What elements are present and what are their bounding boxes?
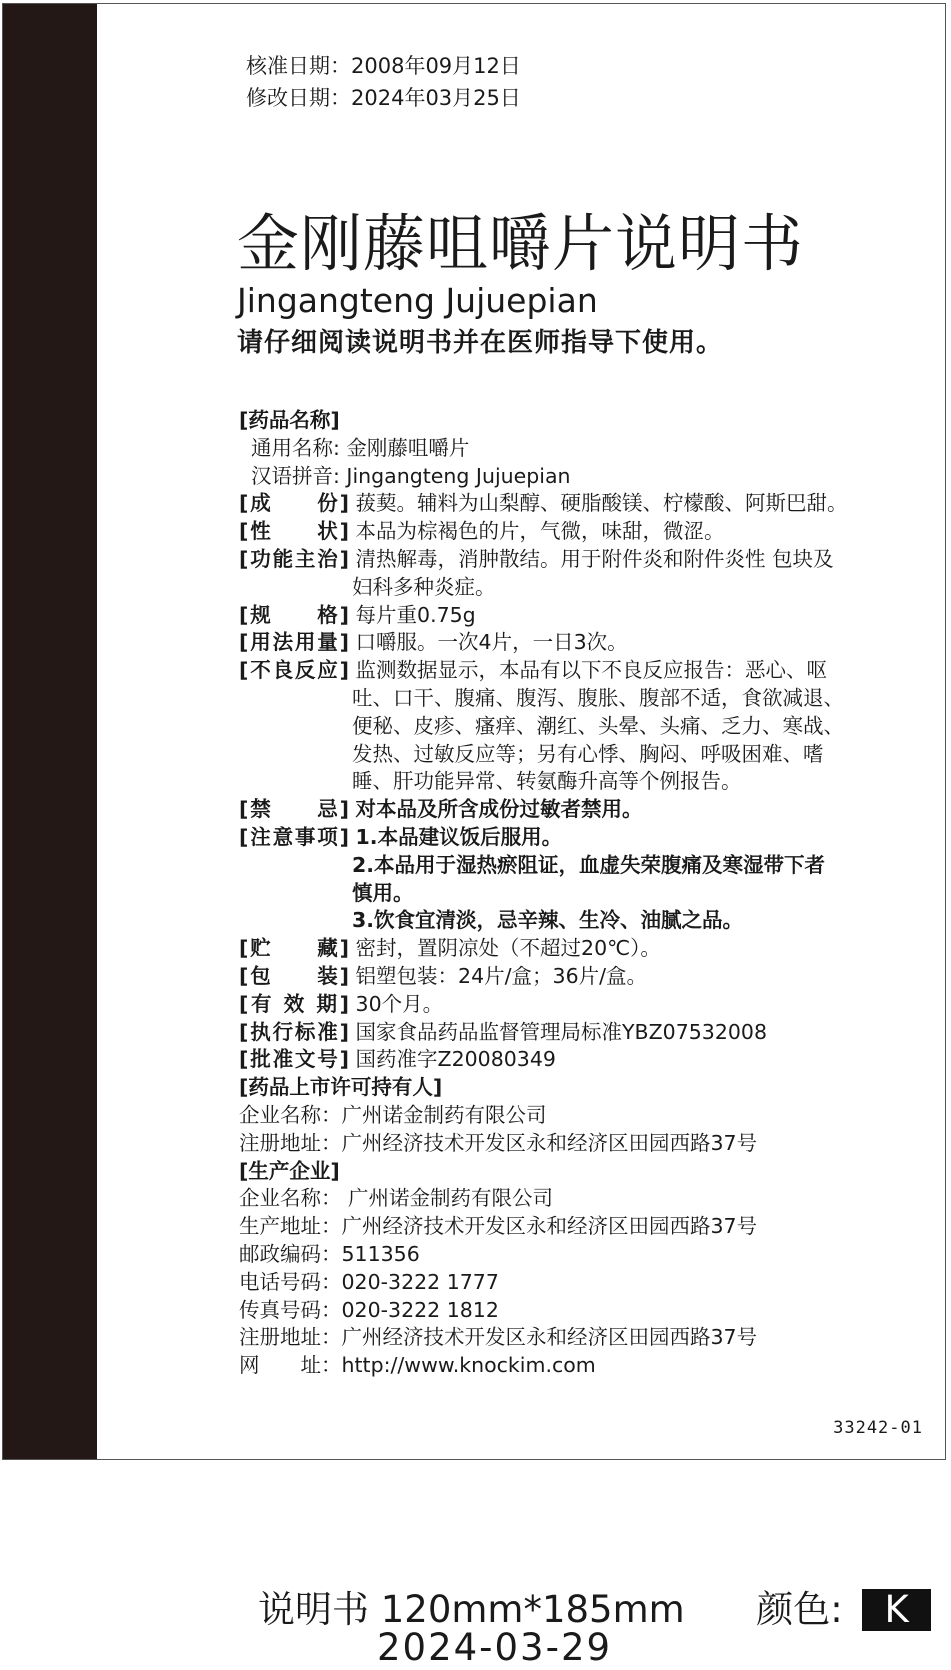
- section-label: [有 效 期]: [239, 991, 349, 1016]
- section-text: 30个月。: [355, 991, 444, 1016]
- section-label: [用法用量]: [239, 630, 349, 655]
- section-label: [不良反应]: [239, 658, 349, 683]
- section-holder: [239, 1074, 879, 1102]
- section-text-continued: 慎用。: [352, 880, 414, 905]
- section-spec: [239, 602, 879, 630]
- section-text: 监测数据显示，本品有以下不良反应报告：恶心、呕: [355, 658, 828, 683]
- manufacturer-website: 网 址：http://www.knockim.com: [239, 1353, 596, 1378]
- section-label: [包 装]: [239, 963, 349, 988]
- holder-company: 企业名称：广州诺金制药有限公司: [239, 1102, 547, 1127]
- print-code: 33242-01: [833, 1418, 923, 1438]
- manufacturer-reg-address: 注册地址：广州经济技术开发区永和经济区田园西路37号: [239, 1325, 758, 1350]
- section-text-continued: 睡、肝功能异常、转氨酶升高等个例报告。: [352, 769, 742, 794]
- section-text-continued: 吐、口干、腹痛、腹泻、腹胀、腹部不适，食欲减退、: [352, 685, 844, 710]
- section-precautions: [239, 824, 879, 852]
- section-label: [贮 藏]: [239, 936, 349, 961]
- section-text-continued: 3.饮食宜清淡，忌辛辣、生冷、油腻之品。: [352, 908, 744, 933]
- section-text: 国药准字Z20080349: [355, 1047, 556, 1072]
- section-manufacturer: [239, 1158, 879, 1186]
- section-label: [注意事项]: [239, 824, 349, 849]
- section-text: 对本品及所含成份过敏者禁用。: [355, 797, 643, 822]
- section-ingredients: [239, 490, 879, 518]
- section-label: [批准文号]: [239, 1047, 349, 1072]
- section-label: [性 状]: [239, 519, 349, 544]
- leaflet-sheet: [2, 3, 946, 1460]
- manufacturer-phone: 电话号码：020-3222 1777: [239, 1269, 499, 1294]
- section-text-continued: 发热、过敏反应等；另有心悸、胸闷、呼吸困难、嗜: [352, 741, 824, 766]
- section-label: [成 份]: [239, 491, 349, 516]
- section-label: [药品上市许可持有人]: [239, 1075, 443, 1100]
- section-storage: [239, 935, 879, 963]
- section-standard: [239, 1019, 879, 1047]
- footer-color-value: K: [862, 1589, 930, 1631]
- section-name: [239, 407, 879, 435]
- manufacturer-fax: 传真号码：020-3222 1812: [239, 1297, 499, 1322]
- section-text: 口嚼服。一次4片，一日3次。: [355, 630, 628, 655]
- usage-advice: 请仔细阅读说明书并在医师指导下使用。: [237, 328, 724, 358]
- footer-color-label: 颜色:: [756, 1588, 843, 1631]
- section-text: 菝葜。辅料为山梨醇、硬脂酸镁、柠檬酸、阿斯巴甜。: [355, 491, 848, 516]
- section-text-continued: 妇科多种炎症。: [352, 574, 496, 599]
- section-adverse: [239, 657, 879, 685]
- document-title: 金刚藤咀嚼片说明书: [237, 207, 805, 280]
- section-usage: [239, 629, 879, 657]
- side-bar: [3, 4, 97, 1459]
- footer-date: 2024-03-29: [377, 1626, 613, 1669]
- generic-name: 通用名称: 金刚藤咀嚼片: [251, 435, 470, 460]
- approval-date: 核准日期：2008年09月12日: [246, 54, 521, 78]
- manufacturer-company: 企业名称： 广州诺金制药有限公司: [239, 1186, 554, 1211]
- section-approval: [239, 1046, 879, 1074]
- section-text: 1.本品建议饭后服用。: [355, 824, 563, 849]
- section-label: [执行标准]: [239, 1019, 349, 1044]
- section-contraindications: [239, 796, 879, 824]
- section-text: 本品为棕褐色的片，气微，味甜，微涩。: [355, 519, 725, 544]
- section-package: [239, 963, 879, 991]
- section-label: [规 格]: [239, 602, 349, 627]
- leaflet-body: [239, 407, 879, 1380]
- section-text: 每片重0.75g: [355, 602, 476, 627]
- section-label: [药品名称]: [239, 408, 340, 432]
- document-title-pinyin: Jingangteng Jujuepian: [237, 281, 598, 320]
- section-label: [禁 忌]: [239, 797, 349, 822]
- section-text: 密封，置阴凉处（不超过20℃）。: [355, 936, 661, 961]
- section-validity: [239, 991, 879, 1019]
- section-character: [239, 518, 879, 546]
- holder-address: 注册地址：广州经济技术开发区永和经济区田园西路37号: [239, 1130, 758, 1155]
- footer-spec: 说明书 120mm*185mm: [258, 1588, 685, 1631]
- pinyin-name: 汉语拼音: Jingangteng Jujuepian: [251, 463, 571, 488]
- section-text-continued: 便秘、皮疹、瘙痒、潮红、头晕、头痛、乏力、寒战、: [352, 713, 844, 738]
- section-text: 铝塑包装：24片/盒；36片/盒。: [355, 963, 648, 988]
- section-indications: [239, 546, 879, 574]
- section-label: [功能主治]: [239, 546, 349, 571]
- section-label: [生产企业]: [239, 1158, 340, 1183]
- revision-date: 修改日期：2024年03月25日: [246, 86, 521, 110]
- section-text-continued: 2.本品用于湿热瘀阻证，血虚失荣腹痛及寒湿带下者: [352, 852, 826, 877]
- section-text: 国家食品药品监督管理局标准YBZ07532008: [355, 1019, 768, 1044]
- manufacturer-postcode: 邮政编码：511356: [239, 1241, 420, 1266]
- section-text: 清热解毒，消肿散结。用于附件炎和附件炎性 包块及: [355, 546, 834, 571]
- manufacturer-production-address: 生产地址：广州经济技术开发区永和经济区田园西路37号: [239, 1214, 758, 1239]
